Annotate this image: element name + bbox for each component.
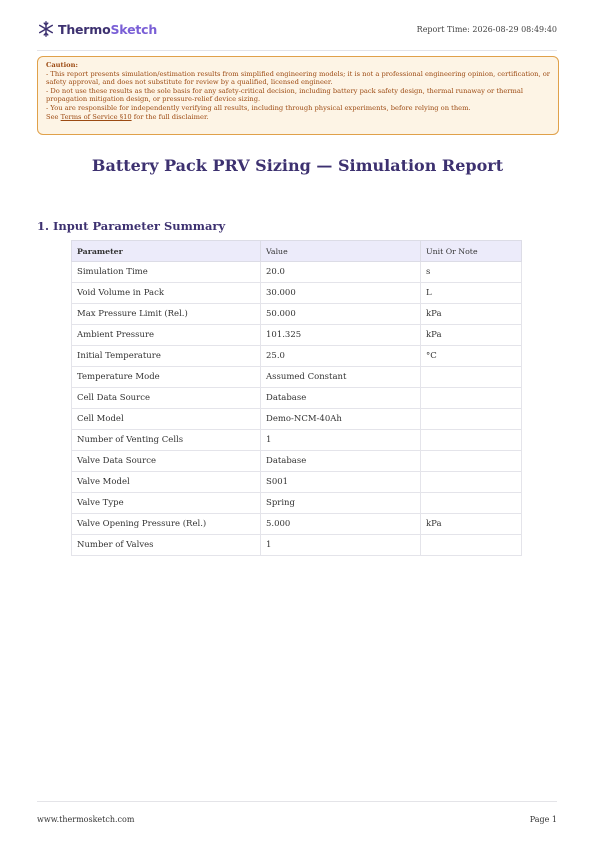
table-row bbox=[72, 430, 522, 451]
cell-unit bbox=[421, 430, 522, 451]
cell-value: Spring bbox=[261, 493, 421, 514]
cell-value: 5.000 bbox=[261, 514, 421, 535]
cell-parameter: Max Pressure Limit (Rel.) bbox=[72, 304, 261, 325]
cell-value: 1 bbox=[261, 430, 421, 451]
cell-value: 30.000 bbox=[261, 283, 421, 304]
caution-title: Caution: bbox=[46, 61, 78, 69]
cell-parameter: Valve Data Source bbox=[72, 451, 261, 472]
cell-unit bbox=[421, 409, 522, 430]
column-header-value: Value bbox=[261, 241, 421, 262]
cell-unit: s bbox=[421, 262, 522, 283]
cell-value: 1 bbox=[261, 535, 421, 556]
footer-divider bbox=[37, 801, 557, 802]
cell-parameter: Temperature Mode bbox=[72, 367, 261, 388]
terms-of-service-link[interactable]: Terms of Service §10 bbox=[60, 112, 132, 121]
caution-see-prefix: See bbox=[46, 112, 61, 121]
cell-parameter: Valve Model bbox=[72, 472, 261, 493]
column-header-parameter: Parameter bbox=[72, 241, 261, 262]
table-row bbox=[72, 346, 522, 367]
cell-value: Demo-NCM-40Ah bbox=[261, 409, 421, 430]
column-header-unit: Unit Or Note bbox=[421, 241, 522, 262]
caution-see-suffix: for the full disclaimer. bbox=[131, 112, 209, 121]
table-row bbox=[72, 493, 522, 514]
cell-parameter: Valve Opening Pressure (Rel.) bbox=[72, 514, 261, 535]
table-row bbox=[72, 409, 522, 430]
cell-value: 50.000 bbox=[261, 304, 421, 325]
cell-unit bbox=[421, 493, 522, 514]
table-header-row bbox=[72, 241, 522, 262]
cell-value: 25.0 bbox=[261, 346, 421, 367]
cell-value: Assumed Constant bbox=[261, 367, 421, 388]
cell-unit bbox=[421, 535, 522, 556]
cell-value: 101.325 bbox=[261, 325, 421, 346]
cell-value: Database bbox=[261, 388, 421, 409]
input-parameter-table bbox=[71, 240, 522, 556]
table-row bbox=[72, 262, 522, 283]
table-row bbox=[72, 451, 522, 472]
table-row bbox=[72, 304, 522, 325]
table-row bbox=[72, 514, 522, 535]
caution-line: - You are responsible for independently verifying all results, including through physical experiments, before relying on them. bbox=[46, 103, 471, 112]
brand-name-part2: Sketch bbox=[110, 21, 158, 37]
caution-box bbox=[37, 56, 559, 135]
cell-unit bbox=[421, 472, 522, 493]
cell-parameter: Void Volume in Pack bbox=[72, 283, 261, 304]
cell-parameter: Initial Temperature bbox=[72, 346, 261, 367]
cell-value: 20.0 bbox=[261, 262, 421, 283]
cell-unit: kPa bbox=[421, 325, 522, 346]
cell-parameter: Number of Valves bbox=[72, 535, 261, 556]
report-title: Battery Pack PRV Sizing — Simulation Report bbox=[91, 156, 504, 175]
cell-parameter: Ambient Pressure bbox=[72, 325, 261, 346]
report-time: Report Time: 2026-08-29 08:49:40 bbox=[416, 25, 557, 34]
brand-name-part1: Thermo bbox=[58, 21, 111, 37]
cell-value: Database bbox=[261, 451, 421, 472]
table-row bbox=[72, 367, 522, 388]
cell-unit: kPa bbox=[421, 514, 522, 535]
brand-name bbox=[58, 22, 157, 37]
section-title-input-parameters: 1. Input Parameter Summary bbox=[37, 219, 226, 233]
table-row bbox=[72, 325, 522, 346]
page-number: Page 1 bbox=[529, 815, 557, 824]
cell-unit: kPa bbox=[421, 304, 522, 325]
table-row bbox=[72, 472, 522, 493]
caution-see-line bbox=[46, 113, 550, 122]
cell-unit: L bbox=[421, 283, 522, 304]
snowflake-icon bbox=[37, 20, 55, 38]
caution-line: - This report presents simulation/estimation results from simplified engineering models; it is not a professional engineering opinion, certification, or safety approval, and does not substitute for review by a qualified, licensed engineer. bbox=[46, 69, 550, 87]
table-row bbox=[72, 388, 522, 409]
cell-parameter: Number of Venting Cells bbox=[72, 430, 261, 451]
cell-parameter: Simulation Time bbox=[72, 262, 261, 283]
cell-unit bbox=[421, 451, 522, 472]
cell-value: S001 bbox=[261, 472, 421, 493]
report-header bbox=[37, 20, 557, 42]
brand-logo[interactable] bbox=[37, 20, 157, 38]
table-row bbox=[72, 283, 522, 304]
cell-unit bbox=[421, 388, 522, 409]
cell-parameter: Cell Data Source bbox=[72, 388, 261, 409]
table-body bbox=[72, 262, 522, 556]
caution-line: - Do not use these results as the sole basis for any safety-critical decision, including battery pack safety design, thermal runaway or thermal propagation mitigation design, or pressure-relief device sizing. bbox=[46, 86, 523, 104]
table-row bbox=[72, 535, 522, 556]
header-divider bbox=[37, 50, 557, 51]
cell-unit bbox=[421, 367, 522, 388]
cell-unit: °C bbox=[421, 346, 522, 367]
cell-parameter: Valve Type bbox=[72, 493, 261, 514]
footer-website[interactable]: www.thermosketch.com bbox=[37, 815, 135, 824]
cell-parameter: Cell Model bbox=[72, 409, 261, 430]
